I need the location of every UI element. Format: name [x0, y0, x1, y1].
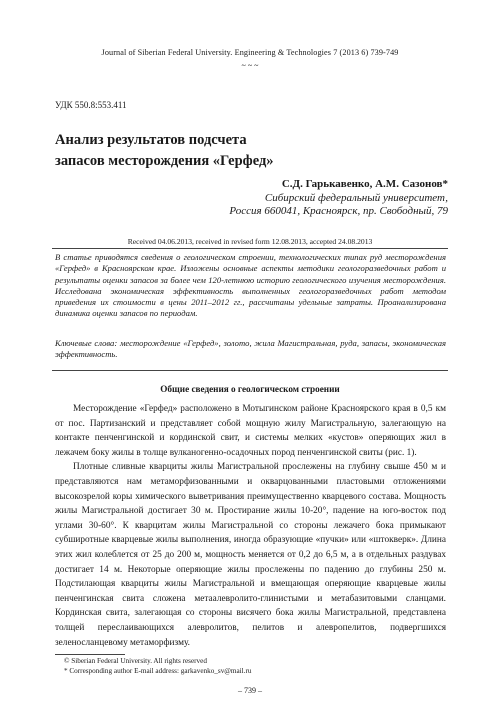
section-title: Общие сведения о геологическом строении: [160, 384, 340, 394]
affiliation-line-1: Сибирский федеральный университет,: [264, 192, 448, 204]
paragraph: Месторождение «Герфед» расположено в Мотыгинском районе Красноярского края в 0,5 км от пос. Партизанский и представляет собой мощную жилу Магистральную, залегающую на контакте пенченгинской и кординской свит, и системы мелких «кустов» оперяющих жил в лежачем боку жилы в толще вулканогенно-осадочных пород пенченгинской свиты (рис. 1).: [55, 404, 446, 458]
abstract-top-rule: [52, 248, 448, 249]
abstract: В статье приводятся сведения о геологическом строении, технологических типах руд месторождения «Герфед» в Красноярском крае. Изложены основные аспекты методики геологоразведочных работ и результаты оценки запасов за более чем 120-летнюю историю геологического изучения месторождения. Исследована экономическая эффективность выполненных геологоразведочных работ методом приведения их стоимости в цены 2011–2012 гг., рассчитаны удельные затраты. Проанализирована динамика оценки запасов по периодам.: [55, 252, 446, 319]
body-text: [55, 402, 446, 650]
article-title-line-2: запасов месторождения «Герфед»: [55, 153, 274, 169]
article-title: [55, 130, 274, 172]
received-dates: Received 04.06.2013, received in revised form 12.08.2013, accepted 24.08.2013: [127, 237, 373, 246]
article-title-line-1: Анализ результатов подсчета: [55, 132, 247, 148]
footnote-corresponding: * Corresponding author E-mail address: garkavenko_sv@mail.ru: [64, 667, 252, 675]
affiliation: [229, 192, 448, 218]
affiliation-line-2: Россия 660041, Красноярск, пр. Свободный, 79: [229, 205, 448, 217]
udk-code: УДК 550.8:553.411: [55, 100, 127, 110]
page-number: – 739 –: [238, 686, 262, 695]
abstract-bottom-rule: [52, 370, 448, 371]
header-ornament: ~ ~ ~: [241, 61, 259, 70]
footnote-copyright: © Siberian Federal University. All rights reserved: [64, 657, 207, 665]
footnote-rule: [55, 654, 125, 655]
paragraph: Плотные сливные кварциты жилы Магистральной прослежены на глубину свыше 450 м и представляются нам метаморфизованными и окварцованными пластовыми отложениями высокозрелой коры химического выветривания преимущественно кварцевого состава. Мощность жилы Магистральной достигает 30 м. Простирание жилы 10-20°, падение на юго-восток под углами 30-60°. К кварцитам жилы Магистральной со стороны лежачего бока примыкают субширотные кварцевые жилы выполнения, иногда образующие «пучки» или «штокверк». Длина этих жил колеблется от 25 до 200 м, мощность меняется от 0,2 до 6,5 м, а в отдельных раздувах достигает 14 м. Некоторые оперяющие жилы прослежены по падению до глубины 250 м. Подстилающая кварциты жилы Магистральной и вмещающая оперяющие кварцевые жилы пенченгинская свита сложена метаалевролито-глинистыми и метабазитовыми сланцами. Кординская свита, залегающая со стороны висячего бока жилы Магистральной, представлена толщей переслаивающихся алевролитов, пелитов и алевропелитов, подвергшихся зеленосланцевому метаморфизму.: [55, 462, 446, 648]
keywords: Ключевые слова: месторождение «Герфед», золото, жила Магистральная, руда, запасы, экономическая эффективность.: [55, 338, 446, 360]
journal-header: Journal of Siberian Federal University. Engineering & Technologies 7 (2013 6) 739-749: [101, 48, 399, 57]
authors: С.Д. Гарькавенко, А.М. Сазонов*: [281, 178, 448, 190]
